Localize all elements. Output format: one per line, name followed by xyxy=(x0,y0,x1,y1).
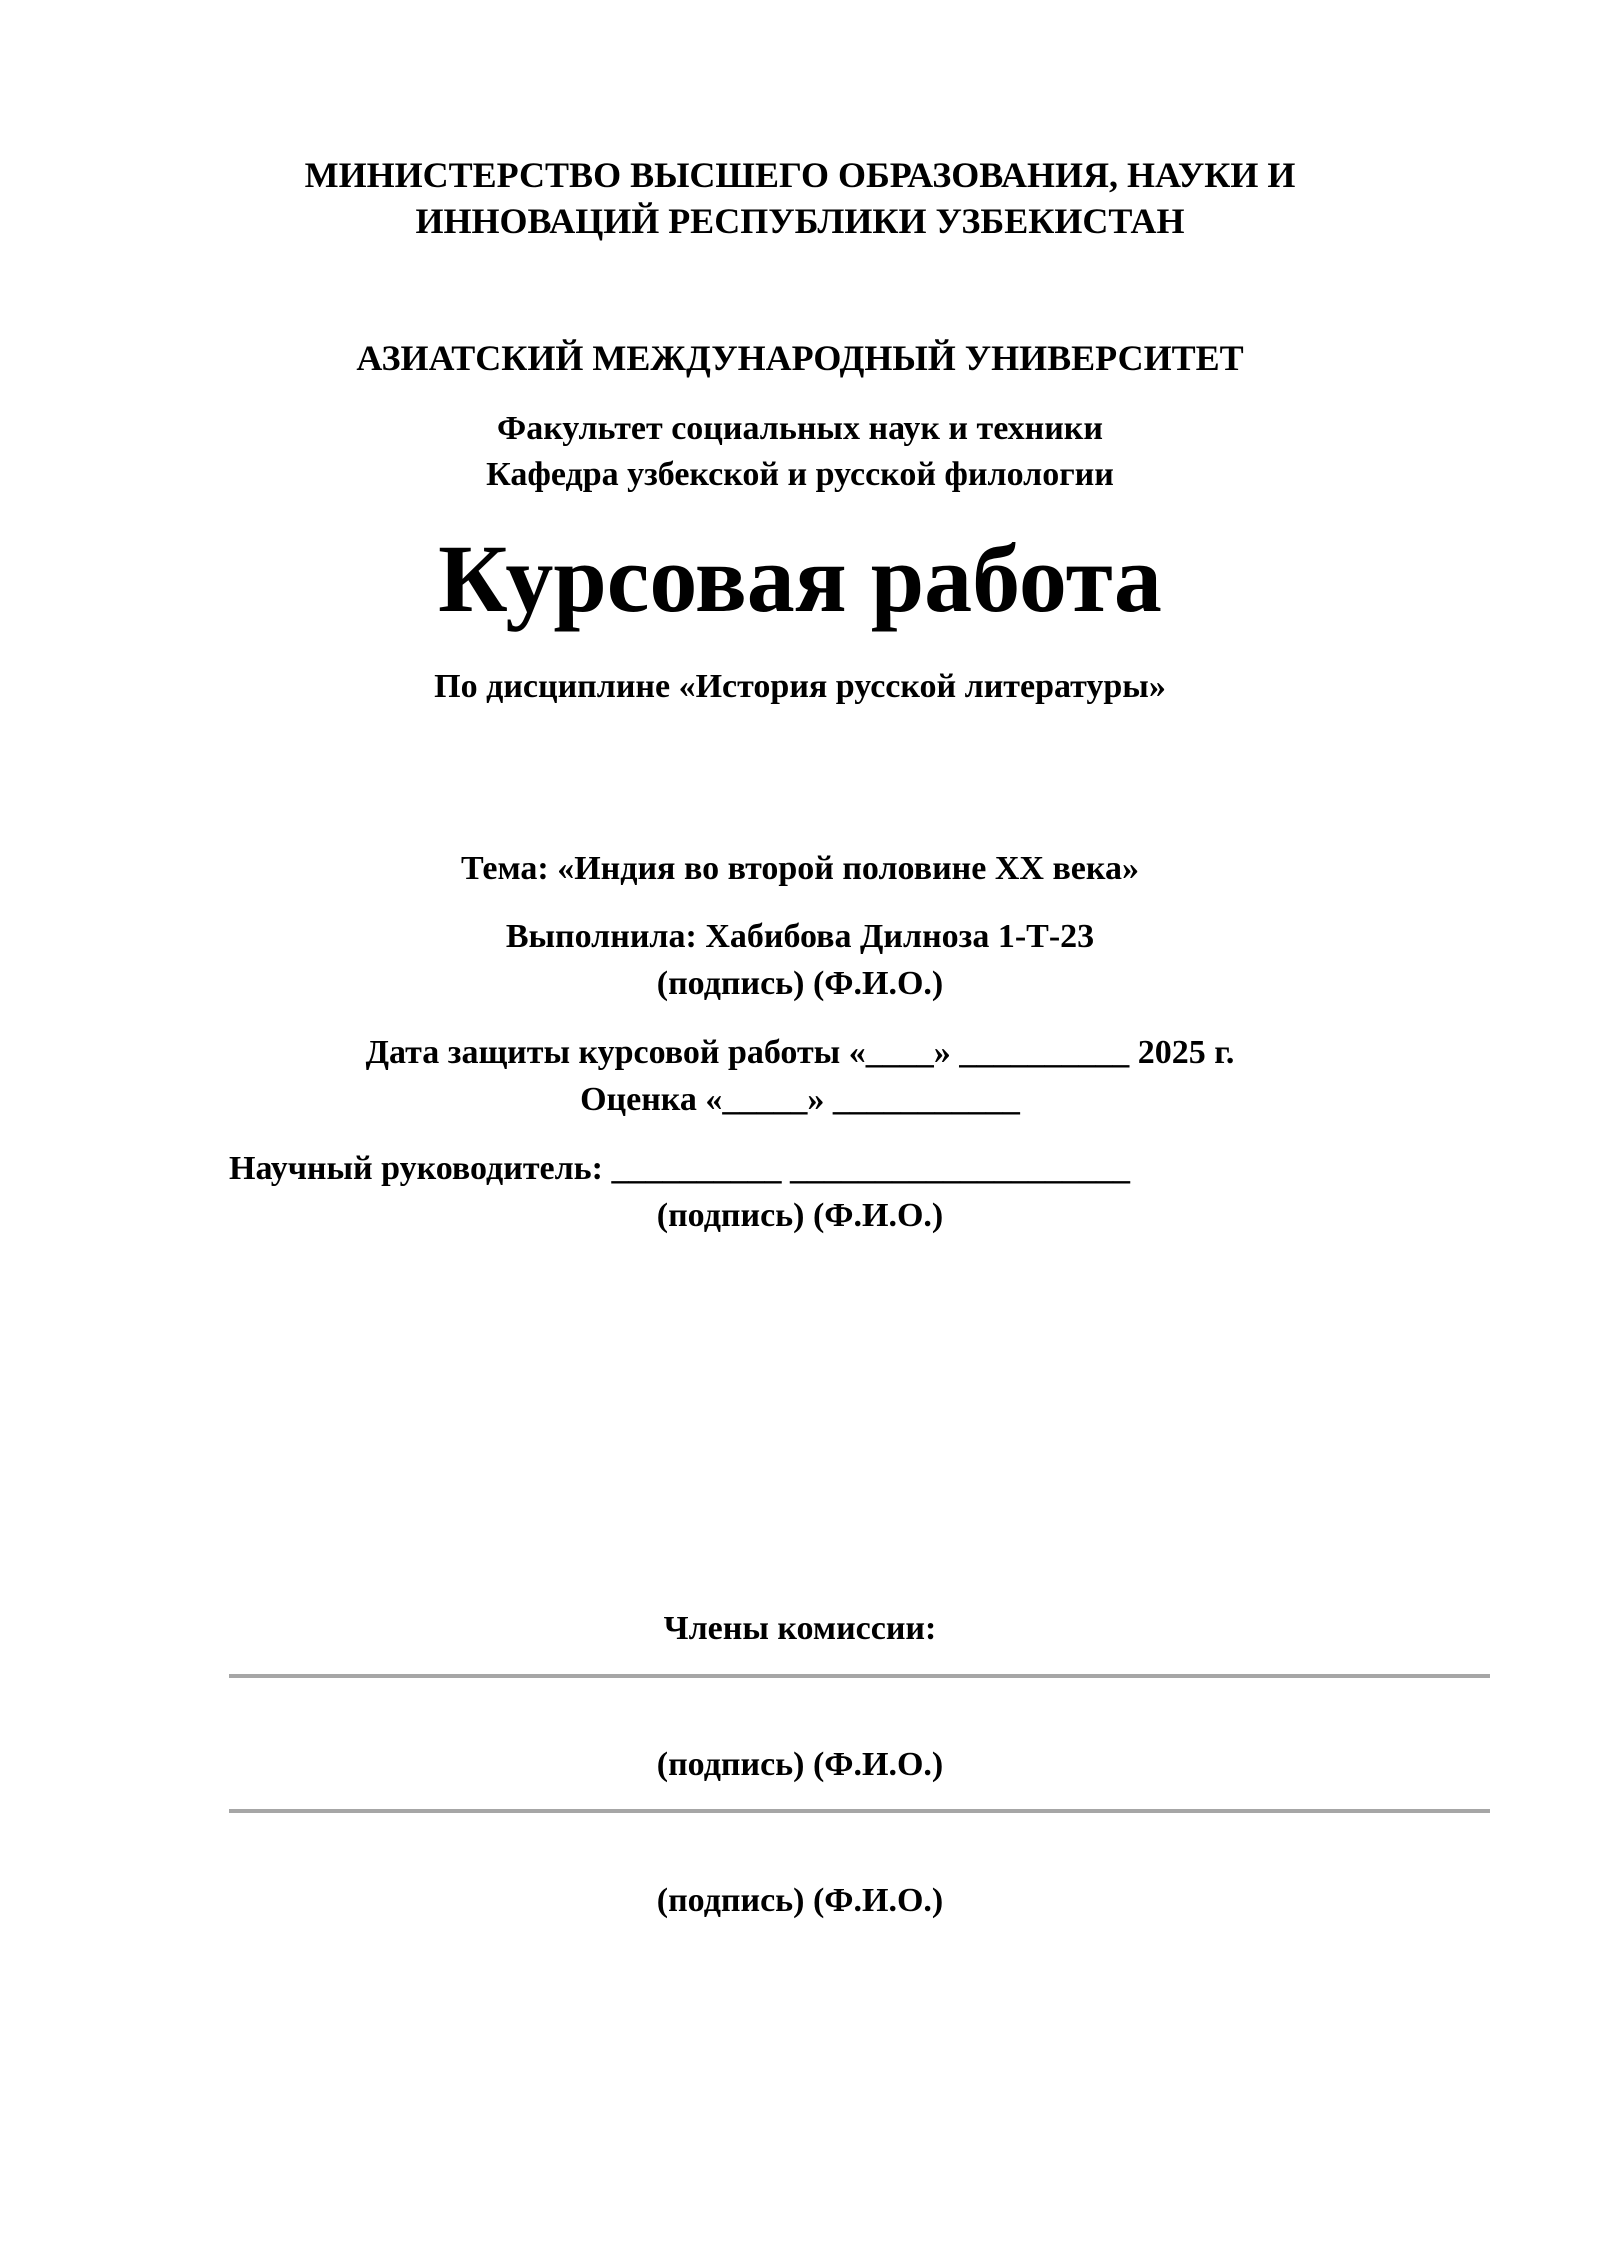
topic-line: Тема: «Индия во второй половине XX века» xyxy=(461,850,1139,887)
commission-signature-line-2 xyxy=(229,1809,1490,1813)
defense-date-line: Дата защиты курсовой работы «____» __________ 2025 г. xyxy=(365,1034,1235,1071)
ministry-line-1: МИНИСТЕРСТВО ВЫСШЕГО ОБРАЗОВАНИЯ, НАУКИ И xyxy=(304,155,1296,195)
supervisor-line: Научный руководитель: __________ ____________________ xyxy=(229,1150,1130,1187)
author-line: Выполнила: Хабибова Дилноза 1-Т-23 xyxy=(505,918,1095,955)
commission-heading: Члены комиссии: xyxy=(663,1610,937,1647)
department-name: Кафедра узбекской и русской филологии xyxy=(486,456,1114,493)
commission-signature-caption-2: (подпись) (Ф.И.О.) xyxy=(656,1882,944,1919)
discipline-line: По дисциплине «История русской литературы» xyxy=(434,668,1166,705)
supervisor-signature-caption: (подпись) (Ф.И.О.) xyxy=(656,1197,944,1234)
author-signature-caption: (подпись) (Ф.И.О.) xyxy=(656,965,944,1002)
grade-line: Оценка «_____» ___________ xyxy=(580,1081,1020,1118)
document-title: Курсовая работа xyxy=(438,525,1162,632)
commission-signature-caption-1: (подпись) (Ф.И.О.) xyxy=(656,1746,944,1783)
faculty-name: Факультет социальных наук и техники xyxy=(497,410,1103,447)
commission-signature-line-1 xyxy=(229,1674,1490,1678)
ministry-line-2: ИННОВАЦИЙ РЕСПУБЛИКИ УЗБЕКИСТАН xyxy=(415,201,1185,241)
university-name: АЗИАТСКИЙ МЕЖДУНАРОДНЫЙ УНИВЕРСИТЕТ xyxy=(356,338,1244,378)
